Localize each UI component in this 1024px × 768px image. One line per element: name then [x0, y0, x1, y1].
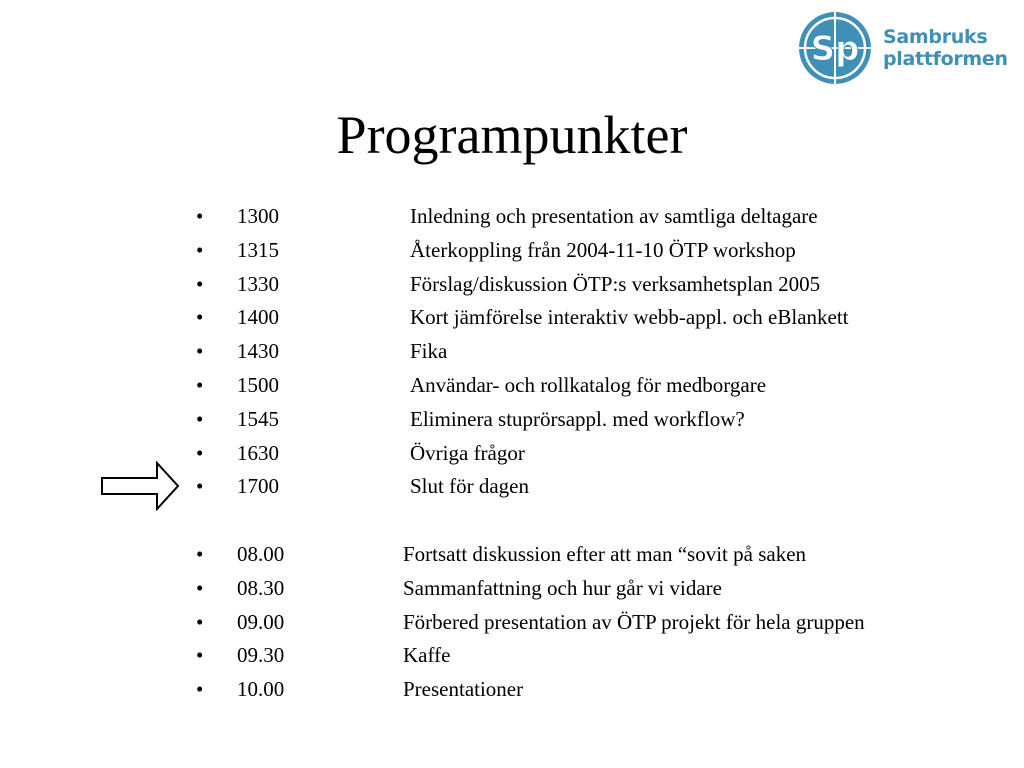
agenda-time: 10.00	[237, 677, 285, 702]
agenda-description: Övriga frågor	[410, 440, 525, 465]
logo-monogram: Sp	[810, 29, 860, 69]
agenda-description: Förbered presentation av ÖTP projekt för hela gruppen	[403, 609, 865, 634]
agenda-time: 1400	[237, 305, 279, 330]
agenda-description: Slut för dagen	[410, 474, 529, 499]
agenda-time: 1315	[237, 237, 279, 262]
right-arrow-icon	[100, 461, 180, 511]
agenda-time: 1545	[237, 406, 279, 431]
bullet: •	[196, 609, 204, 634]
agenda-time: 1700	[237, 474, 279, 499]
page-title: Programpunkter	[336, 105, 688, 165]
agenda-description: Eliminera stuprörsappl. med workflow?	[410, 406, 745, 431]
bullet: •	[196, 204, 204, 228]
sambruksplattformen-logo	[797, 10, 1008, 86]
agenda-time: 1330	[237, 271, 279, 296]
agenda-time: 09.30	[237, 643, 285, 668]
agenda-description: Kort jämförelse interaktiv webb-appl. och eBlankett	[410, 305, 849, 330]
agenda-time: 08.00	[237, 541, 285, 566]
bullet: •	[196, 406, 204, 431]
sp-monogram-icon	[797, 10, 873, 86]
bullet: •	[196, 305, 204, 330]
agenda-description: Kaffe	[403, 643, 451, 668]
agenda-description: Förslag/diskussion ÖTP:s verksamhetsplan 2005	[410, 271, 821, 296]
logo-line-2: plattformen	[883, 48, 1008, 70]
bullet: •	[196, 677, 204, 702]
bullet: •	[196, 643, 204, 668]
agenda-description: Fika	[410, 339, 448, 364]
bullet: •	[196, 541, 204, 566]
agenda-description: Återkoppling från 2004-11-10 ÖTP workshop	[410, 237, 796, 262]
agenda-time: 09.00	[237, 609, 285, 634]
agenda-time: 1300	[237, 204, 279, 228]
bullet: •	[196, 575, 204, 600]
agenda-description: Presentationer	[403, 677, 524, 702]
agenda-description: Inledning och presentation av samtliga deltagare	[410, 204, 818, 228]
bullet: •	[196, 237, 204, 262]
agenda-time: 08.30	[237, 575, 285, 600]
agenda-time: 1630	[237, 440, 279, 465]
bullet: •	[196, 271, 204, 296]
bullet: •	[196, 339, 204, 364]
bullet: •	[196, 372, 204, 397]
agenda-description: Användar- och rollkatalog för medborgare	[410, 372, 767, 397]
logo-wordmark	[883, 26, 1008, 70]
agenda-time: 1430	[237, 339, 279, 364]
logo-line-1: Sambruks	[883, 26, 988, 48]
agenda-description: Fortsatt diskussion efter att man “sovit på saken	[403, 541, 807, 566]
agenda-time: 1500	[237, 372, 279, 397]
bullet: •	[196, 474, 204, 499]
bullet: •	[196, 440, 204, 465]
agenda-description: Sammanfattning och hur går vi vidare	[403, 575, 722, 600]
